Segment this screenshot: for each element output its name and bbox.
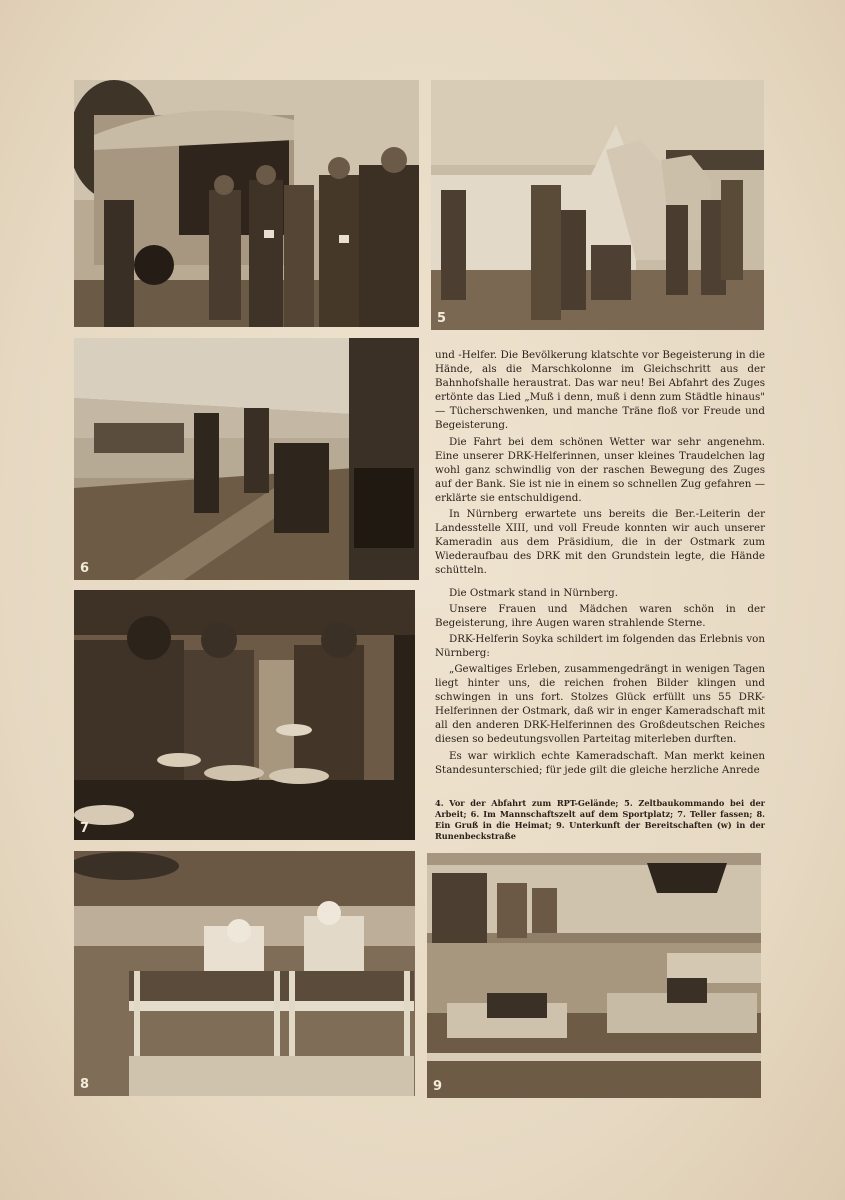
article-paragraph: und -Helfer. Die Bevölkerung klatschte vor Begeisterung in die Hände, als die Marschkolonne im Gleichschritt aus der Bahnhofshalle heraustrat. Das war neu! Bei Abfahrt des Zuges ertönte das Lied „Muß i denn, muß i denn zum Städtle hinaus" — Tücherschwenken, und manche Träne floß vor Freude und Begeisterung. [435,349,765,432]
article-paragraph: Unsere Frauen und Mädchen waren schön in der Begeisterung, ihre Augen waren strahlende Sterne. [435,602,765,629]
photo-tent-building [431,80,764,330]
tent-scene-image [431,80,764,330]
photo-number: 5 [437,311,447,326]
hall-beds-image [427,853,761,1098]
article-body [435,348,765,779]
photo-greeting-home [74,851,415,1096]
article-paragraph: Es war wirklich echte Kameradschaft. Man merkt keinen Standesunterschied; für jede gilt die gleiche herzliche Anrede [435,749,765,776]
photo-quarters-hall [427,853,761,1098]
photo-number: 7 [80,821,90,836]
article-paragraph: In Nürnberg erwartete uns bereits die Ber.-Leiterin der Landesstelle XIII, und voll Freude konnten wir auch unserer Kameradin aus dem Präsidium, die in der Ostmark zum Wiederaufbau des DRK mit den Grundstein legte, die Hände schütteln. [435,508,765,577]
photo-captions: 4. Vor der Abfahrt zum RPT-Gelände; 5. Zeltbaukommando bei der Arbeit; 6. Im Mannschaftszelt auf dem Sportplatz; 7. Teller fassen; 8. Ein Gruß in die Heimat; 9. Unterkunft der Bereitschaften (w) in der Runenbeckstraße [435,798,765,841]
photo-team-tent [74,338,419,580]
article-paragraph: DRK-Helferin Soyka schildert im folgenden das Erlebnis von Nürnberg: [435,632,765,659]
photo-number: 8 [80,1077,90,1092]
article-paragraph: Die Ostmark stand in Nürnberg. [449,586,619,599]
tent-interior-image [74,338,419,580]
photo-number: 9 [433,1079,443,1094]
photo-number: 6 [80,561,90,576]
plates-scene-image [74,590,415,840]
bunk-bed-image [74,851,415,1096]
photo-food-plates [74,590,415,840]
truck-scene-image [74,80,419,327]
article-paragraph: Die Fahrt bei dem schönen Wetter war sehr angenehm. Eine unserer DRK-Helferinnen, unser kleines Traudelchen lag wohl ganz schwindlig von der raschen Bewegung des Zuges auf der Bank. Sie ist nie in einem so schnellen Zug gefahren — erklärte sie entschuldigend. [435,435,765,504]
photo-truck-departure [74,80,419,327]
article-quote: „Gewaltiges Erleben, zusammengedrängt in wenigen Tagen liegt hinter uns, die reichen frohen Bilder klingen und schwingen in uns fort. Stolzes Glück erfüllt uns 55 DRK-Helferinnen der Ostmark, daß wir in enger Kameradschaft mit all den anderen DRK-Helferinnen des Großdeutschen Reiches diesen so bedeutungsvollen Parteitag miterleben durften. [435,662,765,746]
